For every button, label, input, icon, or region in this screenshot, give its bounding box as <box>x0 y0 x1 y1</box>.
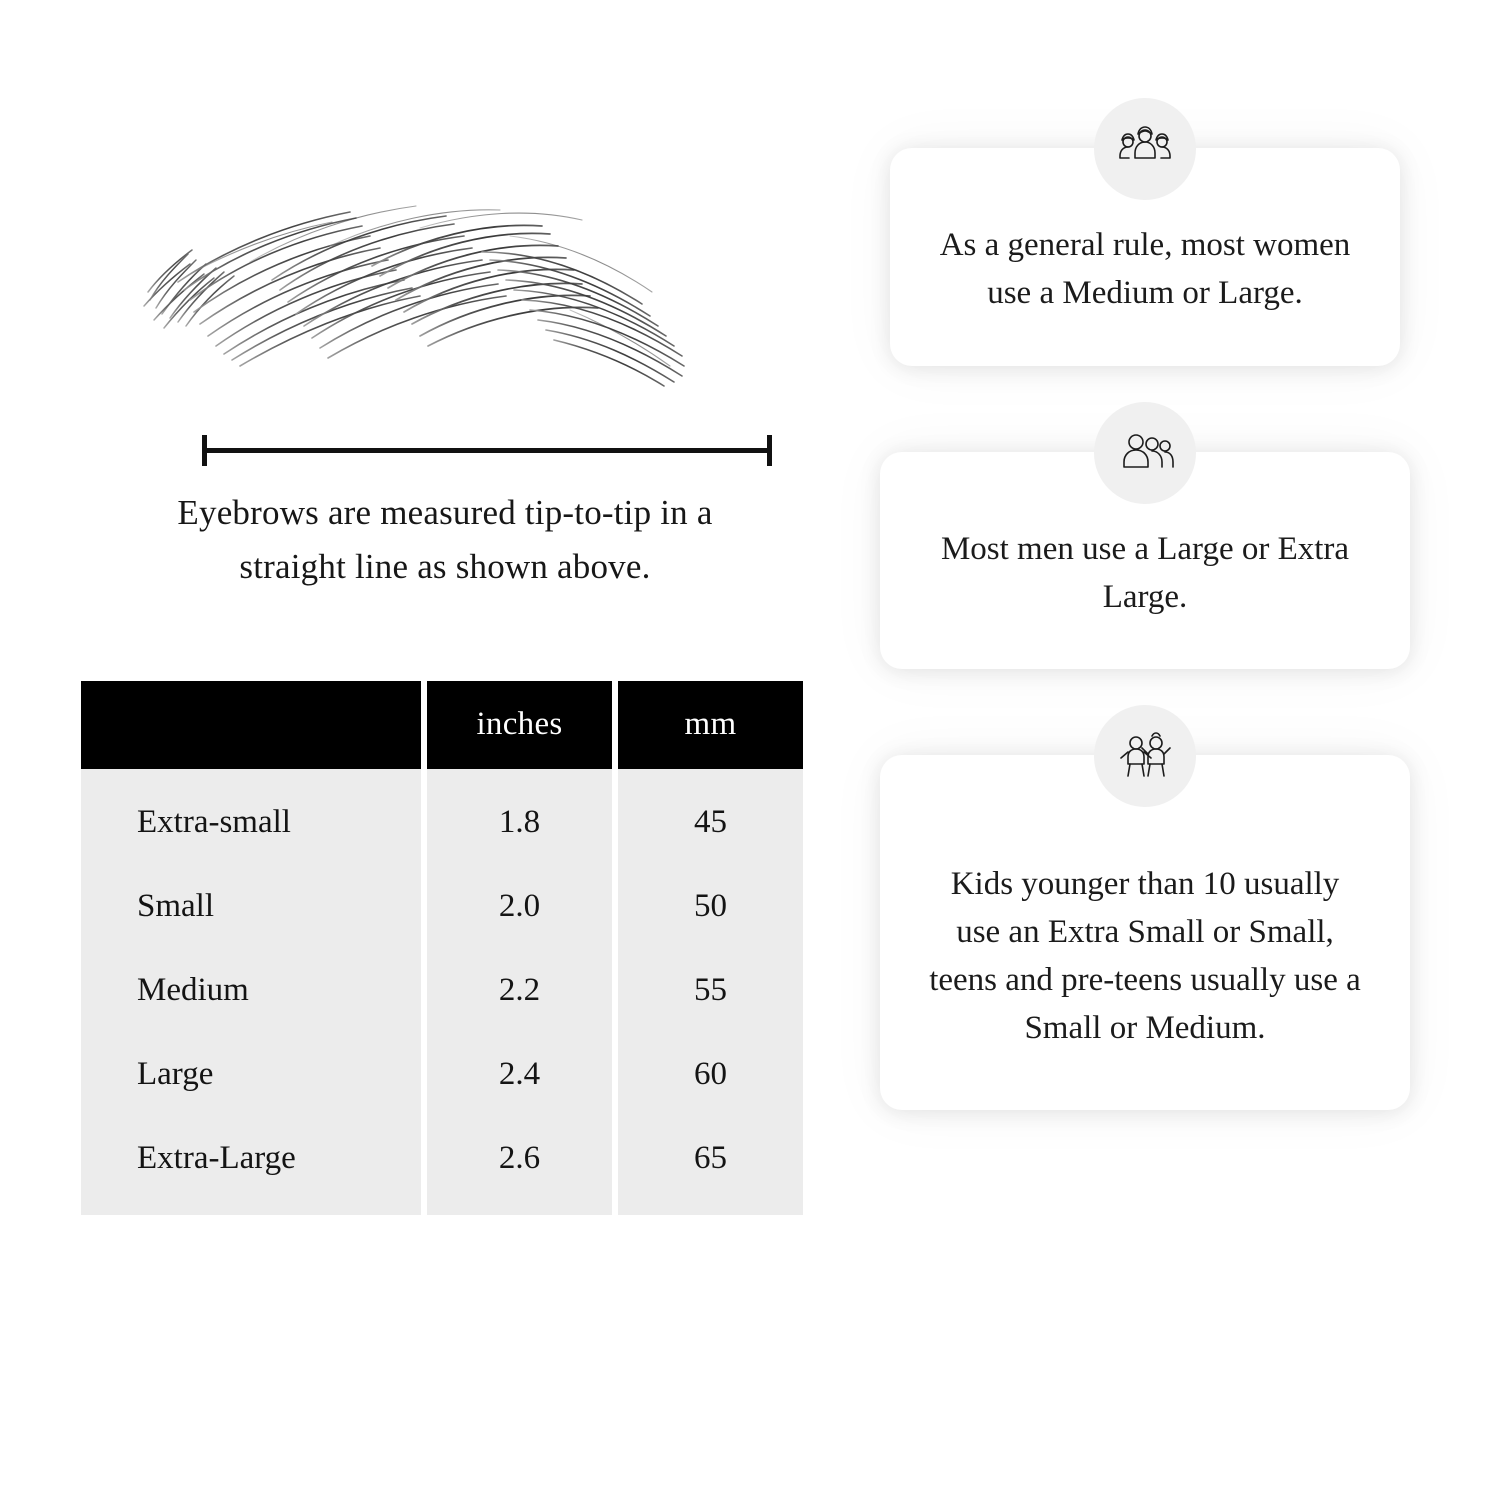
size-inches: 2.4 <box>427 1033 612 1117</box>
size-name: Extra-small <box>81 769 421 865</box>
eyebrow-illustration <box>130 150 750 400</box>
table-row <box>81 1033 803 1117</box>
size-mm: 55 <box>618 949 803 1033</box>
table-row <box>81 949 803 1033</box>
size-mm: 45 <box>618 769 803 865</box>
measure-endcap-right <box>767 435 772 466</box>
table-row <box>81 769 803 865</box>
size-inches: 1.8 <box>427 769 612 865</box>
men-group-icon <box>1094 402 1196 504</box>
card-text: As a general rule, most women use a Medium or Large. <box>939 227 1351 311</box>
table-header-name <box>81 681 421 769</box>
card-men <box>845 452 1445 670</box>
card-body <box>880 755 1410 1110</box>
measurement-section <box>75 150 805 1215</box>
table-header-row <box>81 681 803 769</box>
card-text: Kids younger than 10 usually use an Extra Small or Small, teens and pre-teens usually use a Small or Medium. <box>929 866 1361 1046</box>
eyebrow-figure <box>130 150 770 480</box>
kids-icon <box>1094 705 1196 807</box>
guidance-cards <box>845 148 1445 1110</box>
size-table <box>75 681 809 1215</box>
size-inches: 2.2 <box>427 949 612 1033</box>
women-group-icon <box>1094 98 1196 200</box>
size-inches: 2.6 <box>427 1117 612 1215</box>
card-kids <box>845 755 1445 1110</box>
size-name: Small <box>81 865 421 949</box>
card-text: Most men use a Large or Extra Large. <box>940 530 1350 615</box>
measure-bar-line <box>202 448 772 453</box>
size-name: Extra-Large <box>81 1117 421 1215</box>
size-mm: 50 <box>618 865 803 949</box>
table-row <box>81 865 803 949</box>
size-mm: 65 <box>618 1117 803 1215</box>
measurement-caption: Eyebrows are measured tip-to-tip in a straight line as shown above. <box>177 493 713 587</box>
table-header-inches: inches <box>427 681 612 769</box>
table-header-mm: mm <box>618 681 803 769</box>
table-row <box>81 1117 803 1215</box>
measurement-bar <box>202 435 772 465</box>
size-name: Medium <box>81 949 421 1033</box>
size-mm: 60 <box>618 1033 803 1117</box>
size-name: Large <box>81 1033 421 1117</box>
card-women <box>845 148 1445 366</box>
size-inches: 2.0 <box>427 865 612 949</box>
